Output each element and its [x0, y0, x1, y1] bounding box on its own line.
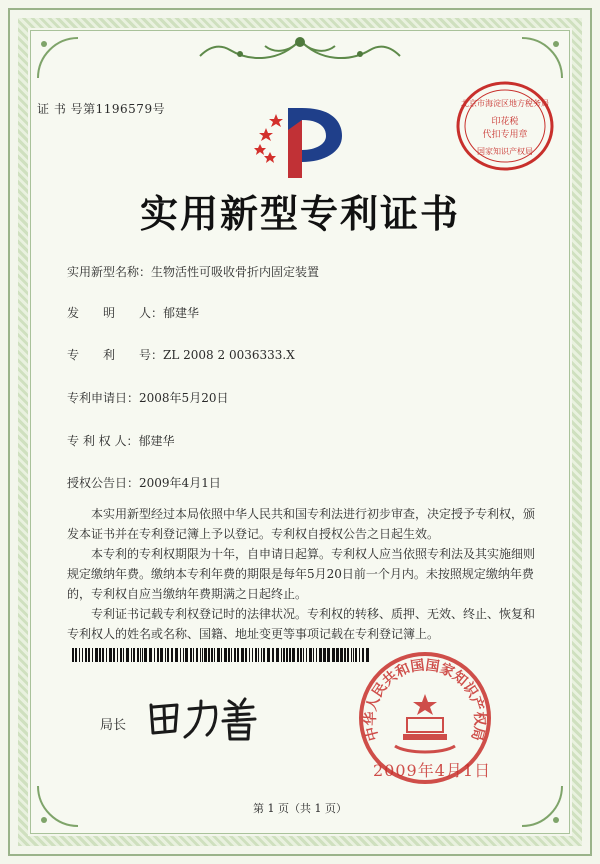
field-value: ZL 2008 2 0036333.X [163, 348, 295, 362]
tax-stamp-inner-text: 印花税 [491, 117, 519, 127]
field-patent-holder [67, 432, 174, 449]
director-signature [145, 695, 260, 743]
body-paragraph: 本实用新型经过本局依照中华人民共和国专利法进行初步审查，决定授予专利权，颁发本证书并在专利登记簿上予以登记。专利权自授权公告之日起生效。 [67, 507, 536, 541]
patent-office-logo-icon [252, 100, 347, 180]
field-label: 实用新型名称： [67, 265, 152, 279]
field-label: 专 利 权 人： [67, 434, 139, 448]
field-value: 生物活性可吸收骨折内固定装置 [151, 265, 320, 279]
field-utility-model-name [67, 263, 319, 280]
body-paragraph: 专利证书记载专利权登记时的法律状况。专利权的转移、质押、无效、终止、恢复和专利权人的姓名或名称、国籍、地址变更等事项记载在专利登记簿上。 [67, 607, 536, 641]
field-label: 授权公告日： [67, 476, 140, 490]
seal-date: 2009年4月1日 [373, 761, 492, 780]
field-label: 发 明 人： [67, 306, 164, 320]
page-number: 第 1 页（共 1 页） [253, 802, 347, 815]
tax-stamp-inner-text: 代扣专用章 [482, 130, 528, 140]
tax-stamp [455, 80, 555, 172]
field-inventor [67, 304, 199, 321]
field-grant-date [67, 474, 221, 491]
top-ornament-icon [180, 32, 420, 72]
seal-text: 中华人民共和国国家知识产权局 [362, 657, 488, 743]
barcode-icon [72, 648, 372, 662]
field-value: 郁建华 [138, 434, 175, 448]
corner-ornament-icon [520, 36, 564, 80]
field-patent-number [67, 346, 295, 363]
field-value: 2009年4月1日 [139, 476, 221, 490]
field-value: 2008年5月20日 [139, 391, 229, 405]
certificate-number: 证 书 号第1196579号 [37, 102, 166, 116]
tax-stamp-outer-text: 北京市海淀区地方税务局 [461, 99, 549, 108]
certificate-body [67, 504, 537, 644]
body-paragraph: 本专利的专利权期限为十年，自申请日起算。专利权人应当依照专利法及其实施细则规定缴纳年费。缴纳本专利年费的期限是每年5月20日前一个月内。未按照规定缴纳年费的，专利权自应当缴纳年费期满之日起终止。 [67, 547, 536, 601]
certificate-title: 实用新型专利证书 [139, 191, 460, 236]
field-filing-date [67, 389, 228, 406]
tax-stamp-bottom-text: 国家知识产权局 [477, 147, 533, 156]
director-label: 局长 [100, 718, 127, 733]
field-label: 专 利 号： [67, 348, 164, 362]
field-value: 郁建华 [163, 306, 200, 320]
corner-ornament-icon [36, 36, 80, 80]
field-label: 专利申请日： [67, 391, 140, 405]
